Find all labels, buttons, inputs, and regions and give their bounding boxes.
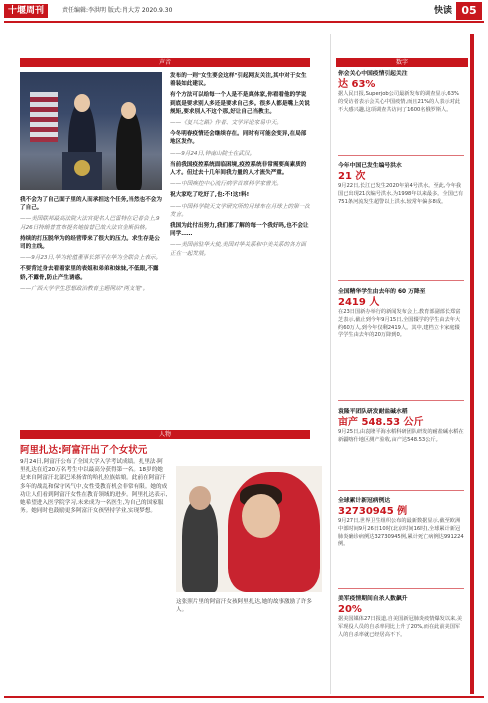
number-item: 全国精华学生由去年的 60 万降至 2419 人 在23日国新办举行的新闻发布会上,教育部副部长郑富芝表示,截止到今年9月15日,全国辍学的学生由去年大约60万人,到今年仅剩2419人。其中,建档立卡家庭辍学学生由去年的20万降到0。: [338, 289, 461, 339]
people-body: 9月24日,阿富汗公布了全国大学入学考试成绩。扎里法·阿里扎达在近20万名考生中以最高分获得第一名。18岁的她是来自阿富汗北部巴米扬省的哈扎拉族姑娘。此前在阿富汗多年的战乱和保守风气中,女性受教育机会非常有限。她的成功让人们看到阿富汗女性在教育领域的进步。阿里扎达表示,她希望进入医学院学习,未来成为一名医生,为自己的国家服务。她同时也鼓励更多阿富汗女孩坚持学业,实现梦想。: [20, 459, 168, 515]
flag-graphic: [30, 92, 58, 142]
number-item: 今年中国已发生编号洪水 21 次 9月22日,长江已发生2020年第4号洪水。至此,今年我国已出现21次编号洪水,为1998年以来最多。全国已有751条河流发生超警以上洪水,较常年偏多8成。: [338, 163, 464, 205]
masthead: [0, 0, 488, 22]
footer-rule: [4, 696, 484, 698]
number-item: 美军疫情期间自杀人数飙升 20% 据美国媒体27日报道,自美国新冠肺炎疫情爆发以来,美军现役人员的自杀率同比上升了20%,而在此前美国军人的自杀率就已经居高不下。: [338, 596, 463, 638]
quote: 今冬明春疫情还会继续存在。同时有可能会变异,在局部地区发作。: [170, 131, 307, 146]
quote-source: ——美国联邦最高法院大法官提名人巴雷特在记者会上,9月26日特朗普宣布提名她接替已故大法官金斯伯格。: [20, 216, 160, 231]
column-divider: [330, 34, 331, 694]
quote-source: ——《复兴之路》作者、文学评论家易中天。: [170, 120, 282, 127]
quote-source: ——中国科学院天文学研究所的月球车在月球上的第一次发言。: [170, 203, 310, 218]
quote: 持续的打压脱华为的经营带来了很大的压力。求生存是公司的主线。: [20, 235, 160, 251]
quote: 我国为此付出努力,我们都了解的每一个我好吗,也不会让同学……: [170, 223, 309, 238]
quote: 当前我国疫控系统面临困境,疫控系统非常需要高素质的人才。但过去十几年间我力量的人才流失严重。: [170, 161, 307, 177]
quote-source: ——中国疾控中心流行病学首席科学家曾光。: [170, 181, 282, 188]
portrait-photo: [176, 466, 322, 592]
quote-source: ——美国前驻华大使,美国对华关系和中美关系的各方面正在一起发展。: [170, 242, 307, 257]
section-tag-sound: 声音: [20, 58, 310, 67]
number-item: 袁隆平团队研发耐盐碱水稻 亩产 548.53 公斤 9月25日,由袁隆平海水稻科研团队研发的耐盐碱水稻在新疆喀什地区测产验收,亩产达548.53公斤。: [338, 409, 464, 443]
quote: 有个方法可以给每一个人是不是真体家,你看看他的学说到底是要求别人多还是要求自己多。很多人都是嘴上关说规矩,要求别人不这个那,好让自己当教主。: [170, 92, 310, 115]
section-tag-people: 人物: [20, 430, 310, 439]
quote: 祝大家吃了吃好了,也:不!这!料!: [170, 192, 250, 199]
editor-info: 责任编辑:李洪明 版式:肖大芳 2020.9.30: [62, 7, 173, 14]
quote: 不要背过身去看着家里的表姐和弟弟和妹妹,不低眼,不露娇,不露骨,防止产生诱惑。: [20, 266, 159, 281]
quote: 发布的一则"女生要会这样"引起网友关注,其中对于女生着装如此建议。: [170, 73, 307, 88]
sound-column-left: [20, 196, 162, 416]
photo-caption: 这张照片里的阿富汗女孩阿里扎达,她的故事激励了许多人。: [176, 599, 313, 614]
number-item: 你会关心中国疫情引起关注 达 63% 据人民日报,Superjob公司最新发布的调查显示,63%的受访者表示会关心中国疫情,而且21%的人表示对此不大感兴趣,这项调查共访问了1600名俄罗斯人。: [338, 71, 461, 113]
masthead-brand: 十堰周刊: [4, 4, 48, 18]
quote-source: ——9月23日,华为轮值董事长郭平在华为全联会上表示。: [20, 255, 162, 262]
page-number: 05: [456, 2, 482, 20]
section-tag-numbers: 数字: [336, 58, 468, 67]
sound-column-right: [170, 72, 310, 418]
quote: 我不会为了自己面子里的人而承担这个任务,当然也不会为了自己。: [20, 197, 162, 212]
seal-icon: [74, 160, 90, 176]
number-item: 全球累计新冠病例达 32730945 例 9月27日,世界卫生组织公布的最新数据显示,截至欧洲中部时间9月26日10时(北京时间16时),全球累计新冠肺炎确诊病例达32730945例,累计死亡病例达991224例。: [338, 498, 464, 548]
quote-source: ——广西大学学生思想政治教育主题网站"两支笔"。: [20, 285, 149, 292]
news-photo-nomination: [20, 72, 162, 190]
people-headline: 阿里扎达:阿富汗出了个女状元: [20, 445, 148, 456]
quote-source: ——9月24日,钟南山院士在武汉。: [170, 150, 256, 157]
side-bar: [470, 34, 474, 694]
masthead-rule: [4, 21, 484, 23]
section-name: 快读: [433, 6, 452, 16]
